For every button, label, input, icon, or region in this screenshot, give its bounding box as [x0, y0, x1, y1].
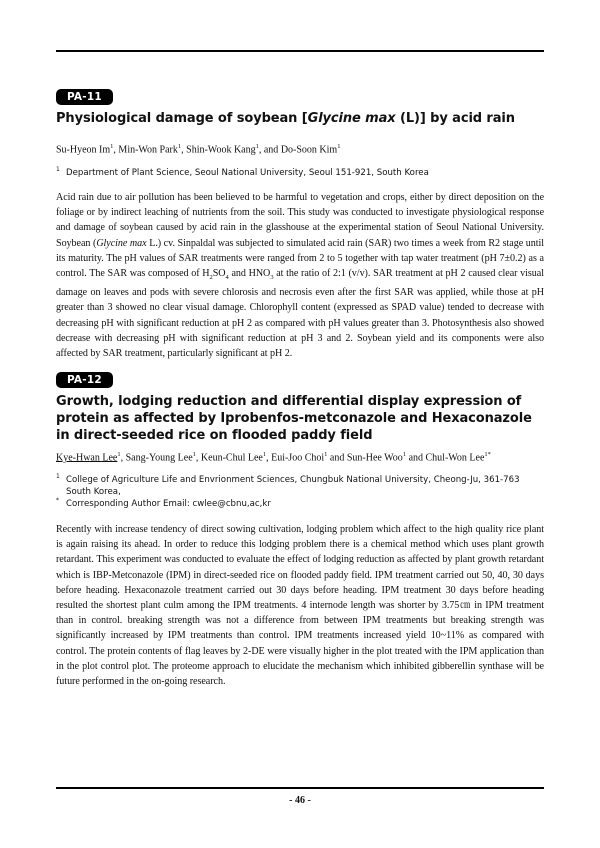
page-number: - 46 - [289, 795, 311, 806]
affiliation [56, 474, 544, 498]
abstract-text: at the ratio of 2:1 (v/v). SAR treatment at pH 2 caused clear visual damage on leaves and pods with severe chlorosis and necrosis even after the first SAR was applied, while those at pH greater than 3 showed no clear visual damage. Chlorophyll content (expressed as SPAD value) tended to decrease with decreasing pH with significant reduction at pH 2 as compared with pH values greater than 3. Photosynthesis also showed decrease with decreasing pH with significant reduction at pH 3 and 2. Soybean yield and its components were also affected by SAR treatment, particularly significant at pH 2. [56, 268, 544, 360]
author-separator: , [113, 144, 119, 156]
footer-rule [56, 787, 544, 789]
abstract-title: Growth, lodging reduction and differential display expression of protein as affected by Iprobenfos-metconazole and Hexaconazole in direct-seeded rice on flooded paddy field [56, 394, 532, 443]
title-text-end: (L)] by acid rain [395, 111, 515, 126]
affiliation-mark: 1 [56, 166, 60, 173]
abstract-text: L.) cv. Sinpaldal was subjected to simulated acid rain (SAR) two times a week from R2 stage until its maturity. The pH values of SAR treatments were ranged from 2 to 5 together with tap water treatment (pH 7±0.2) as a control. The SAR was composed of H [56, 237, 544, 280]
corresponding-email: Corresponding Author Email: cwlee@cbnu,ac,kr [66, 499, 271, 509]
subscript: 2 [209, 274, 213, 282]
author-name: Sang-Young Lee [125, 452, 193, 464]
author-list [56, 140, 340, 156]
title-species: Glycine max [307, 111, 396, 126]
author-affil-mark: 1 [192, 451, 196, 458]
subscript: 3 [270, 274, 274, 282]
author-name: Min-Won Park [118, 144, 178, 156]
author-affil-mark: 1 [337, 143, 341, 150]
author-separator: , [195, 452, 201, 464]
affiliation-text: College of Agriculture Life and Envrionment Sciences, Chungbuk National University, Cheong-Ju, 361-763 South Korea, [66, 475, 520, 497]
abstract-text: SO [212, 268, 226, 280]
abstract-id-badge: PA-11 [56, 89, 113, 105]
abstract-text: and HNO [228, 268, 271, 280]
abstract-body: Recently with increase tendency of direct sowing cultivation, lodging problem which affect to the high quality rice plant is again raising its ahead. In order to reduce this lodging problem there is a chemical method which uses plant growth retardant. This experiment was conducted to evaluate the effect of lodging reduction as affected by plant growth retardant which is IBP-Metconazole (IPM) in direct-seeded rice on flooded paddy field. IPM treatment carried out 50, 40, 30 days before heading. Hexaconazole treatment carried out 30 days before heading. IPM treatment 30 days before heading resulted the shortest plant culm among the IPM treatments. 4 internode length was shorter by 3.75㎝ in IPM treatment than in control. breaking strength was not a difference from between IPM treatments but breaking strength was significantly increased by IPM treatments than control. IPM treatments increased yield 10~11% as compared with control. The protein contents of flag leaves by 2-DE were visually higher in the plot treated with the IPM application than in the plot control plot. The proteome approach to elucidate the mechanism which inhibited gibberellin synthase will be future performed in the on-going research. [56, 524, 544, 688]
author-affil-mark: 1 [110, 143, 114, 150]
abstract-body [56, 190, 544, 361]
abstract-title [56, 110, 544, 127]
corresponding-author [56, 498, 544, 510]
abstract-id-badge: PA-12 [56, 372, 113, 388]
subscript: 4 [225, 274, 229, 282]
author-separator: , and [258, 144, 281, 156]
author-name: Shin-Wook Kang [186, 144, 256, 156]
author-name: Sun-Hee Woo [346, 452, 403, 464]
author-name: Do-Soon Kim [280, 144, 338, 156]
author-list [56, 448, 491, 464]
author-name: Chul-Won Lee [425, 452, 485, 464]
abstract-species: Glycine max [96, 237, 147, 249]
author-affil-mark: 1 [262, 451, 267, 458]
author-affil-mark: 1 [117, 451, 121, 458]
author-affil-mark: 1 [402, 451, 407, 458]
author-affil-mark: 1 [324, 451, 328, 458]
author-separator: , [266, 452, 272, 464]
author-name: Keun-Chul Lee [200, 452, 263, 464]
affiliation-mark: 1 [56, 473, 60, 480]
affiliation-text: Department of Plant Science, Seoul National University, Seoul 151-921, South Korea [66, 168, 429, 178]
header-rule [56, 50, 544, 52]
author-separator: , [120, 452, 126, 464]
corresponding-mark: * [56, 497, 59, 504]
author-affil-mark: 1* [484, 451, 491, 458]
author-separator: , [181, 144, 187, 156]
presenting-author-name: Kye-Hwan Lee [56, 452, 118, 464]
author-separator: and [406, 452, 426, 464]
author-separator: and [327, 452, 347, 464]
author-name: Su-Hyeon Im [56, 144, 111, 156]
abstract-text: Acid rain due to air pollution has been believed to be harmful to vegetation and crops, either by direct deposition on the foliage or by indirect leaching of nutrients from the soil. This study was conducted to investigate physiological response and damage of soybean caused by acid rain in the glasshouse at the experimental station of Seoul National University. Soybean ( [56, 192, 544, 249]
author-name: Eui-Joo Choi [271, 452, 325, 464]
author-affil-mark: 1 [255, 143, 259, 150]
affiliation [56, 167, 544, 179]
title-text: Physiological damage of soybean [ [56, 111, 308, 126]
author-affil-mark: 1 [177, 143, 182, 150]
